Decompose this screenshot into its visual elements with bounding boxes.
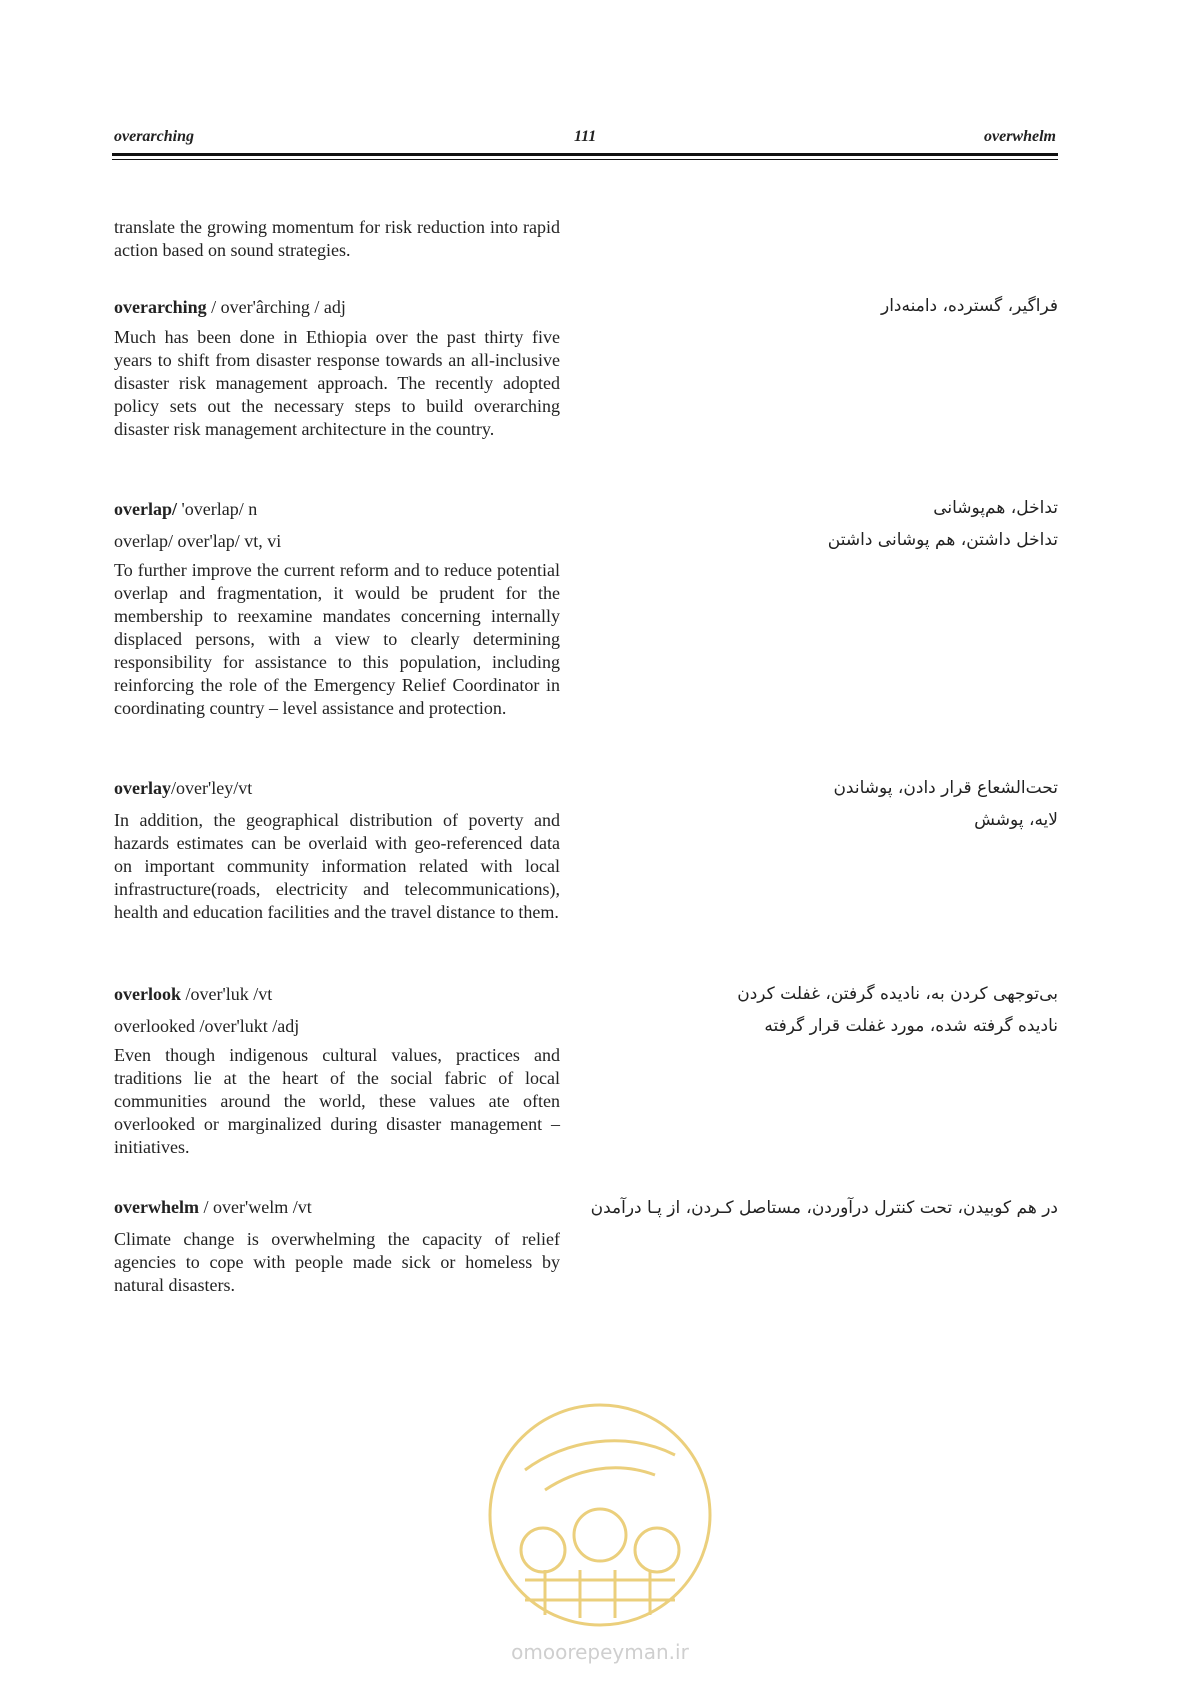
headword: overarching [114, 297, 207, 317]
entry-headline [114, 498, 560, 521]
header-guide-word-left: overarching [114, 128, 194, 145]
example-text: In addition, the geographical distribution of poverty and hazards estimates can be overlaid with geo-referenced data on important community information related with local infrastructure(roads, electricity and telecommunications), health and education facilities and the travel distance to them. [114, 810, 560, 922]
entry-subline: overlooked /over'lukt /adj [114, 1016, 300, 1036]
entry-subline: overlap/ over'lap/ vt, vi [114, 531, 282, 551]
persian-line: نادیده گرفته شده، مورد غفلت قرار گرفته [764, 1016, 1058, 1036]
pronunciation: /over'ley/vt [170, 778, 253, 798]
watermark-seal-icon [485, 1400, 715, 1630]
example-text: Even though indigenous cultural values, practices and traditions lie at the heart of the social fabric of local communities around the world, these values ate often overlooked or marginalized during disaster management –initiatives. [114, 1045, 560, 1157]
persian-line: تداخل داشتن، هم پوشانی داشتن [827, 530, 1058, 550]
persian-meaning-overlap [588, 492, 1058, 556]
headword: overlook [114, 984, 181, 1004]
pronunciation: /over'luk /vt [181, 984, 273, 1004]
example-text: Much has been done in Ethiopia over the past thirty five years to shift from disaster response towards an all-inclusive disaster risk management approach. The recently adopted policy sets out the necessary steps to build overarching disaster risk management architecture in the country. [114, 327, 560, 439]
pronunciation: / over'ârching / adj [206, 297, 346, 317]
headword: overwhelm [114, 1197, 199, 1217]
entry-headline [114, 1196, 560, 1219]
persian-line: فراگیر، گسترده، دامنه‌دار [880, 296, 1058, 316]
example-text: To further improve the current reform and to reduce potential overlap and fragmentation, it would be prudent for the membership to reexamine mandates concerning internally displaced persons, with a view to clearly determining responsibility for assistance to this population, including reinforcing the role of the Emergency Relief Coordinator in coordinating country – level assistance and protection. [114, 560, 560, 718]
headword: overlap/ [114, 499, 177, 519]
entry-headline [114, 777, 560, 800]
entry-headline [114, 983, 560, 1006]
pronunciation: 'overlap/ n [177, 499, 258, 519]
entry-overlap [114, 498, 560, 720]
entry-overarching [114, 296, 560, 441]
persian-line: تحت‌الشعاع قرار دادن، پوشاندن [833, 778, 1058, 798]
persian-line: تداخل، هم‌پوشانی [933, 498, 1058, 518]
persian-meaning-overwhelm [588, 1192, 1058, 1224]
header-rule-thin [112, 159, 1058, 160]
persian-meaning-overarching [588, 290, 1058, 322]
header-guide-word-right: overwhelm [984, 128, 1056, 145]
entry-overwhelm [114, 1196, 560, 1297]
persian-meaning-overlook [588, 978, 1058, 1042]
persian-line: لایه، پوشش [974, 810, 1058, 830]
persian-meaning-overlay [588, 772, 1058, 836]
pronunciation: / over'welm /vt [198, 1197, 312, 1217]
header-rule-thick [112, 153, 1058, 156]
watermark-url: omoorepeyman.ir [511, 1640, 689, 1664]
headword: overlay [114, 778, 171, 798]
entry-overlook [114, 983, 560, 1159]
entry-overlay [114, 777, 560, 924]
example-text: Climate change is overwhelming the capacity of relief agencies to cope with people made sick or homeless by natural disasters. [114, 1229, 560, 1295]
intro-paragraph: translate the growing momentum for risk reduction into rapid action based on sound strategies. [114, 217, 560, 260]
persian-line: بی‌توجهی کردن به، نادیده گرفتن، غفلت کردن [737, 984, 1058, 1004]
persian-line: در هم کوبیدن، تحت کنترل درآوردن، مستاصل کـردن، از پـا درآمدن [590, 1198, 1058, 1218]
page-number: 111 [574, 128, 597, 145]
entry-headline [114, 296, 560, 319]
